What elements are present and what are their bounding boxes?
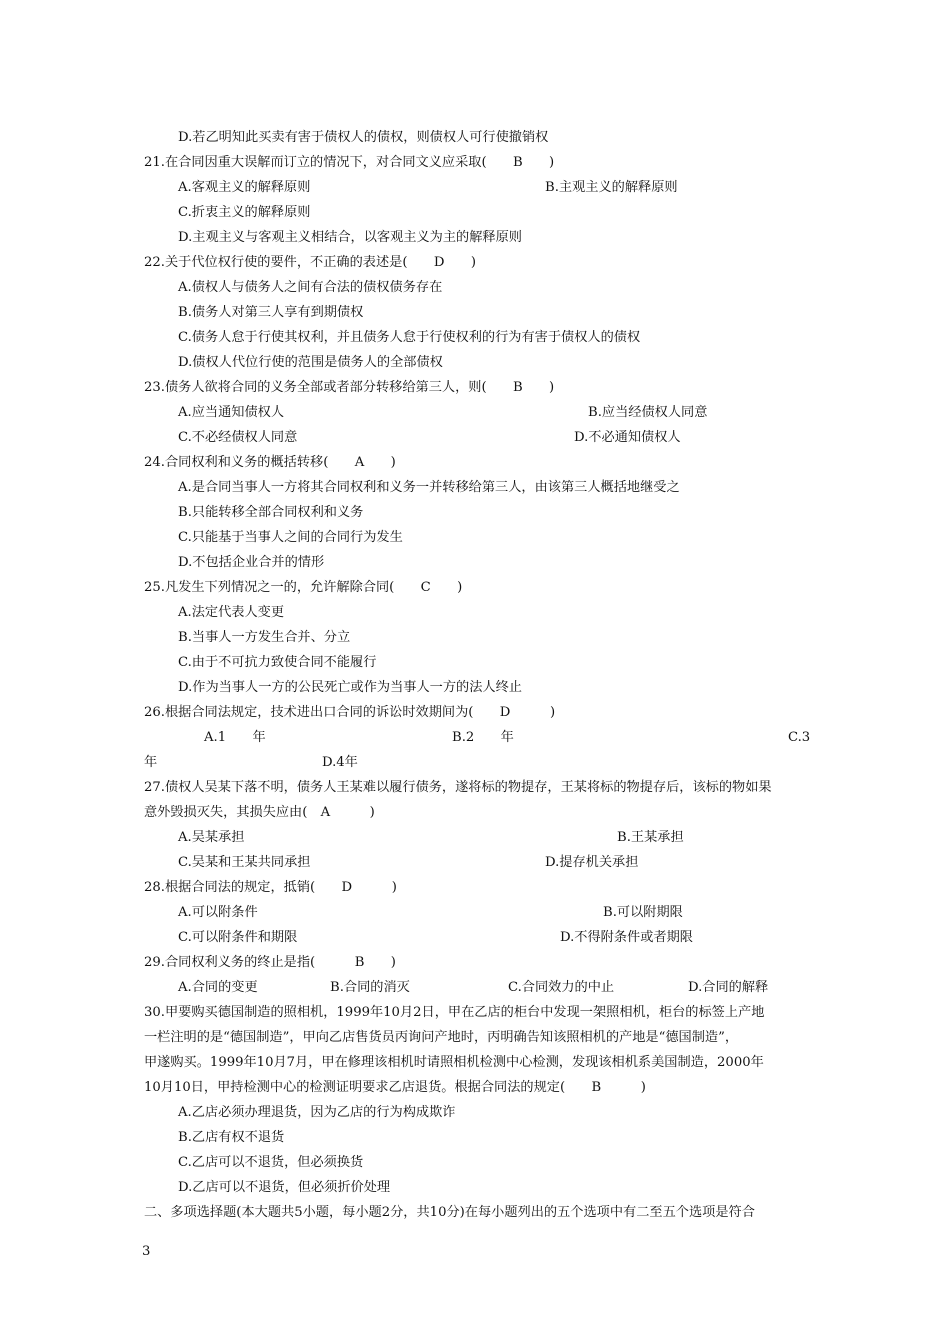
q22-option-d: D.债权人代位行使的范围是债务人的全部债权 <box>178 355 443 370</box>
q21-option-c: C.折衷主义的解释原则 <box>178 205 311 220</box>
q30-question-line1: 30.甲要购买德国制造的照相机，1999年10月2日，甲在乙店的柜台中发现一架照相机，柜台的标签上产地 <box>144 1005 765 1020</box>
q22-option-c: C.债务人怠于行使其权利，并且债务人怠于行使权利的行为有害于债权人的债权 <box>178 330 641 345</box>
q30-option-d: D.乙店可以不退货，但必须折价处理 <box>178 1180 391 1195</box>
q29-option-d: D.合同的解释 <box>688 980 769 995</box>
q24-option-a: A.是合同当事人一方将其合同权利和义务一并转移给第三人，由该第三人概括地继受之 <box>178 480 680 495</box>
q30-question-line2: 一栏注明的是“德国制造”，甲向乙店售货员丙询问产地时，丙明确告知该照相机的产地是“德国制造”， <box>144 1030 739 1045</box>
q25-question: 25.凡发生下列情况之一的，允许解除合同( C ) <box>144 580 463 595</box>
q28-option-a: A.可以附条件 <box>178 905 258 920</box>
q22-question: 22.关于代位权行使的要件，不正确的表述是( D ) <box>144 255 476 270</box>
q26-option-b: B.2 年 <box>452 730 514 745</box>
q30-option-b: B.乙店有权不退货 <box>178 1130 285 1145</box>
q26-question: 26.根据合同法规定，技术进出口合同的诉讼时效期间为( D ) <box>144 705 556 720</box>
q26-option-c: C.3 <box>788 730 811 745</box>
q26-option-c-unit: 年 <box>144 755 158 770</box>
q24-question: 24.合同权利和义务的概括转移( A ) <box>144 455 396 470</box>
q23-option-c: C.不必经债权人同意 <box>178 430 298 445</box>
q21-option-d: D.主观主义与客观主义相结合，以客观主义为主的解释原则 <box>178 230 522 245</box>
q24-option-c: C.只能基于当事人之间的合同行为发生 <box>178 530 403 545</box>
q29-option-c: C.合同效力的中止 <box>508 980 615 995</box>
q22-option-a: A.债权人与债务人之间有合法的债权债务存在 <box>178 280 443 295</box>
q25-option-b: B.当事人一方发生合并、分立 <box>178 630 351 645</box>
q27-option-c: C.吴某和王某共同承担 <box>178 855 311 870</box>
section-two-heading: 二、多项选择题(本大题共5小题，每小题2分，共10分)在每小题列出的五个选项中有二至五个选项是符合 <box>144 1205 755 1220</box>
q25-option-a: A.法定代表人变更 <box>178 605 285 620</box>
q29-option-b: B.合同的消灭 <box>330 980 410 995</box>
q26-option-d: D.4年 <box>322 755 358 770</box>
q23-option-a: A.应当通知债权人 <box>178 405 285 420</box>
q27-option-d: D.提存机关承担 <box>545 855 639 870</box>
q24-option-d: D.不包括企业合并的情形 <box>178 555 325 570</box>
q30-option-c: C.乙店可以不退货，但必须换货 <box>178 1155 364 1170</box>
q27-question-line2: 意外毁损灭失，其损失应由( A ) <box>144 805 375 820</box>
q30-question-line4: 10月10日，甲持检测中心的检测证明要求乙店退货。根据合同法的规定( B ) <box>144 1080 646 1095</box>
q28-question: 28.根据合同法的规定，抵销( D ) <box>144 880 397 895</box>
page-number: 3 <box>142 1244 151 1259</box>
q24-option-b: B.只能转移全部合同权利和义务 <box>178 505 364 520</box>
q23-option-d: D.不必通知债权人 <box>574 430 681 445</box>
q22-option-b: B.债务人对第三人享有到期债权 <box>178 305 364 320</box>
q25-option-c: C.由于不可抗力致使合同不能履行 <box>178 655 377 670</box>
q21-question: 21.在合同因重大误解而订立的情况下，对合同文义应采取( B ) <box>144 155 555 170</box>
q27-option-a: A.吴某承担 <box>178 830 245 845</box>
q27-question-line1: 27.债权人吴某下落不明，债务人王某难以履行债务，遂将标的物提存，王某将标的物提存后，该标的物如果 <box>144 780 772 795</box>
q23-question: 23.债务人欲将合同的义务全部或者部分转移给第三人，则( B ) <box>144 380 555 395</box>
q28-option-d: D.不得附条件或者期限 <box>560 930 693 945</box>
q25-option-d: D.作为当事人一方的公民死亡或作为当事人一方的法人终止 <box>178 680 522 695</box>
q21-option-a: A.客观主义的解释原则 <box>178 180 311 195</box>
q27-option-b: B.王某承担 <box>617 830 684 845</box>
q30-option-a: A.乙店必须办理退货，因为乙店的行为构成欺诈 <box>178 1105 456 1120</box>
q28-option-c: C.可以附条件和期限 <box>178 930 298 945</box>
q20-option-d: D.若乙明知此买卖有害于债权人的债权，则债权人可行使撤销权 <box>178 130 549 145</box>
q28-option-b: B.可以附期限 <box>603 905 683 920</box>
q21-option-b: B.主观主义的解释原则 <box>545 180 678 195</box>
q29-option-a: A.合同的变更 <box>178 980 258 995</box>
q29-question: 29.合同权利义务的终止是指( B ) <box>144 955 396 970</box>
q23-option-b: B.应当经债权人同意 <box>588 405 708 420</box>
q26-option-a: A.1 年 <box>204 730 266 745</box>
q30-question-line3: 甲遂购买。1999年10月7月，甲在修理该相机时请照相机检测中心检测，发现该相机系美国制造，2000年 <box>144 1055 764 1070</box>
